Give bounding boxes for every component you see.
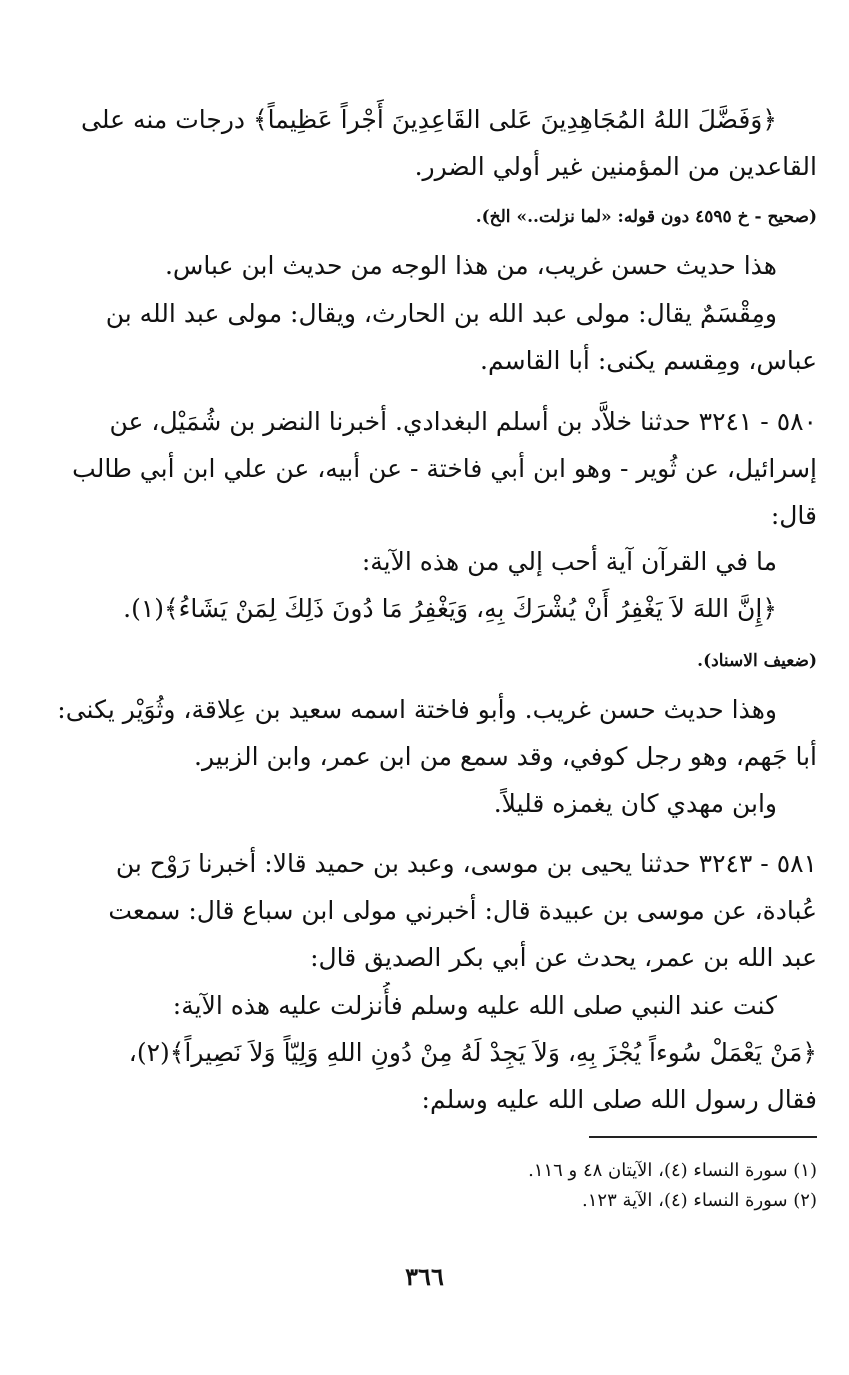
hadith-grade	[39, 646, 817, 676]
quran-verse: ﴿إِنَّ اللهَ لاَ يَغْفِرُ أَنْ يُشْرَكَ بِهِ، وَيَغْفِرُ مَا دُونَ ذَلِكَ لِمَنْ يَشَاءُ﴾(١).	[123, 594, 777, 623]
text-line: ﴿وَفَضَّلَ اللهُ المُجَاهِدِينَ عَلى القَاعِدِينَ أَجْراً عَظِيماً﴾ درجات منه على	[80, 105, 777, 134]
text-line: القاعدين من المؤمنين غير أولي الضرر.	[414, 152, 817, 181]
text-line: كنت عند النبي صلى الله عليه وسلم فأُنزلت عليه هذه الآية:	[172, 991, 777, 1020]
text-line: أبا جَهم، وهو رجل كوفي، وقد سمع من ابن عمر، وابن الزبير.	[194, 742, 817, 771]
commentary-paragraph	[39, 242, 817, 289]
hadith-grade	[39, 202, 817, 232]
commentary-paragraph	[39, 686, 817, 827]
grade-text: (ضعيف الاسناد).	[697, 651, 817, 671]
hadith-581-isnad	[39, 840, 817, 981]
narrator-note	[39, 290, 817, 384]
text-line: عُبادة، عن موسى بن عبيدة قال: أخبرني مولى ابن سباع قال: سمعت	[108, 896, 817, 925]
text-line: فقال رسول الله صلى الله عليه وسلم:	[421, 1085, 817, 1114]
footnote-2: (٢) سورة النساء (٤)، الآية ١٢٣.	[582, 1190, 817, 1211]
text-line: قال:	[770, 501, 817, 530]
footnotes	[39, 1156, 817, 1216]
text-line: عبد الله بن عمر، يحدث عن أبي بكر الصديق قال:	[310, 943, 817, 972]
page-number: ٣٦٦	[405, 1262, 444, 1291]
text-line: إسرائيل، عن ثُوير - وهو ابن أبي فاختة - عن أبيه، عن علي ابن أبي طالب	[72, 454, 817, 483]
grade-text: (صحيح - خ ٤٥٩٥ دون قوله: «لما نزلت..» الخ).	[475, 207, 817, 227]
hadith-580-isnad	[39, 398, 817, 539]
text-line: ومِقْسَمٌ يقال: مولى عبد الله بن الحارث، ويقال: مولى عبد الله بن	[105, 299, 777, 328]
hadith-581-matn	[39, 982, 817, 1123]
text-line: ما في القرآن آية أحب إلي من هذه الآية:	[361, 547, 777, 576]
text-line: وهذا حديث حسن غريب. وأبو فاختة اسمه سعيد بن عِلاقة، وثُوَيْر يكنى:	[57, 695, 777, 724]
text-line: عباس، ومِقسم يكنى: أبا القاسم.	[480, 346, 817, 375]
quran-verse: ﴿مَنْ يَعْمَلْ سُوءاً يُجْزَ بِهِ، وَلاَ يَجِدْ لَهُ مِنْ دُونِ اللهِ وَلِيّاً وَلاَ نَصِيراً﴾(٢)،	[128, 1038, 817, 1067]
text-line: هذا حديث حسن غريب، من هذا الوجه من حديث ابن عباس.	[164, 251, 777, 280]
text-line: ٥٨٠ - ٣٢٤١ حدثنا خلاَّد بن أسلم البغدادي. أخبرنا النضر بن شُمَيْل، عن	[109, 407, 817, 436]
text-line: ٥٨١ - ٣٢٤٣ حدثنا يحيى بن موسى، وعبد بن حميد قالا: أخبرنا رَوْح بن	[115, 849, 817, 878]
hadith-580-matn	[39, 538, 817, 632]
verse-paragraph-1	[39, 96, 817, 190]
footnote-separator	[589, 1136, 817, 1138]
footnote-1: (١) سورة النساء (٤)، الآيتان ٤٨ و ١١٦.	[528, 1160, 817, 1181]
text-line: وابن مهدي كان يغمزه قليلاً.	[493, 789, 777, 818]
